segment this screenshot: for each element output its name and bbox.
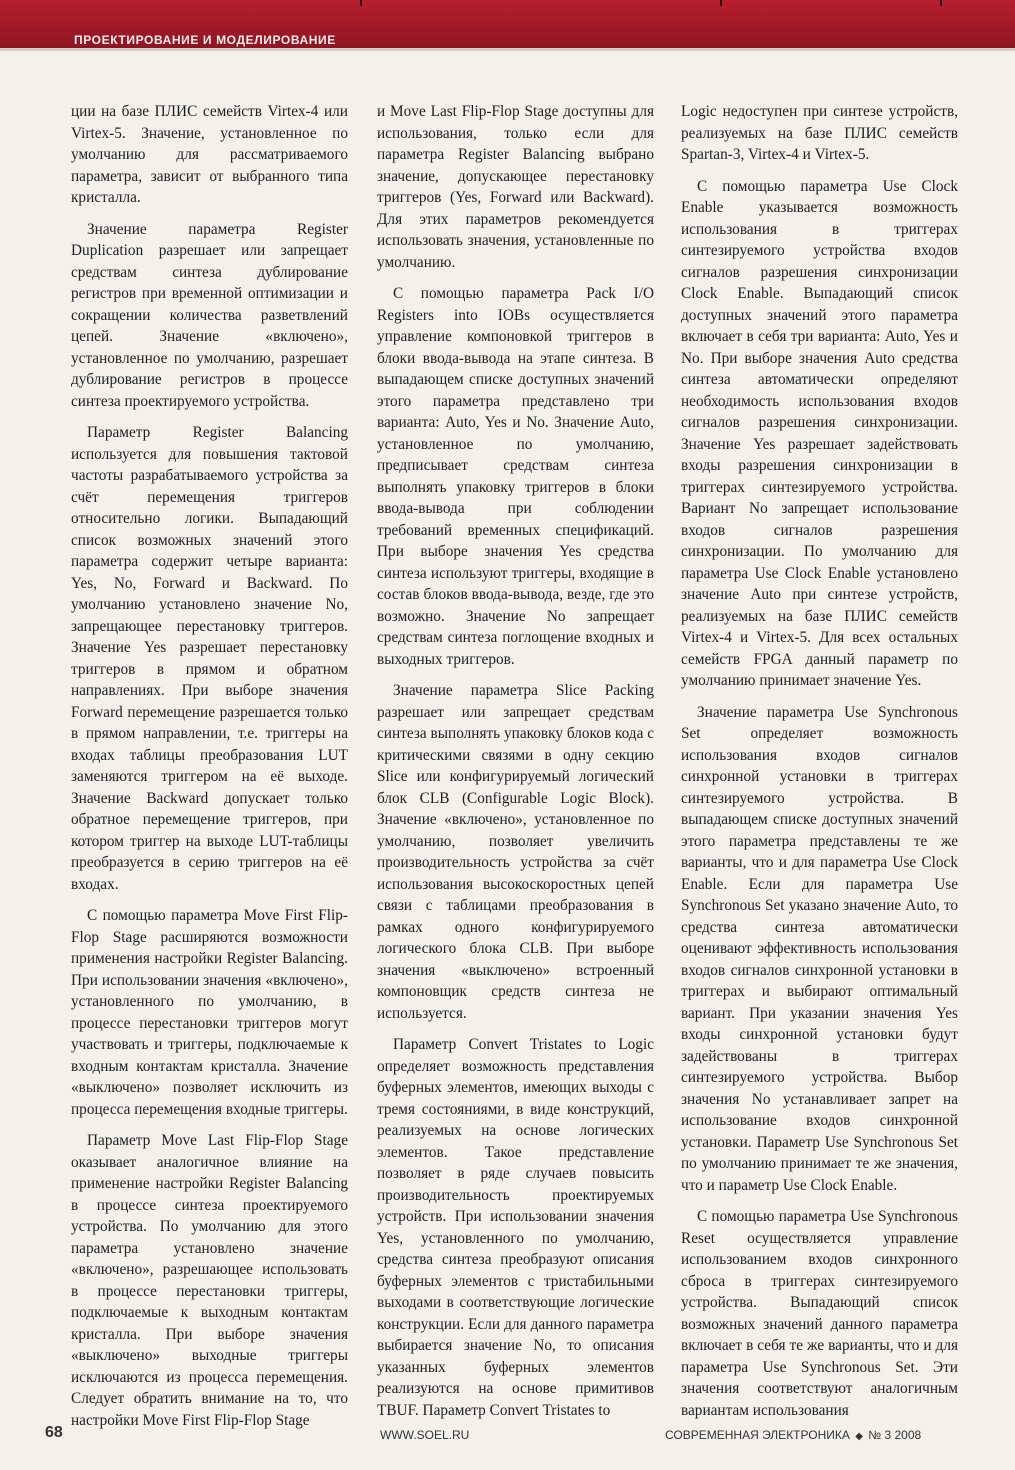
magazine-title: СОВРЕМЕННАЯ ЭЛЕКТРОНИКА bbox=[665, 1428, 850, 1442]
issue-year: 2008 bbox=[894, 1428, 922, 1442]
paragraph: С помощью параметра Move First Flip-Flop Stage расширяются возможности применения настройки Register Balancing. При использовании значения «включено», установленного по умолчанию, в процессе перестановки триггеров могут участвовать и триггеры, подключаемые к входным контактам кристалла. Значение «выключено» позволяет исключить из процесса перемещения входные триггеры. bbox=[71, 907, 348, 1118]
magazine-info bbox=[665, 1428, 921, 1442]
issue-number: № 3 bbox=[868, 1428, 892, 1442]
registration-mark bbox=[720, 0, 722, 6]
paragraph: С помощью параметра Use Synchronous Reset осуществляется управление использованием входов синхронного сброса в триггерах синтезируемого устройства. Выпадающий список возможных значений данного параметра включает в себя те же варианты, что и для параметра Use Synchronous Set. Эти значения соответствуют аналогичным вариантам использования bbox=[681, 1208, 958, 1419]
paragraph: и Move Last Flip-Flop Stage доступны для использования, только если для параметра Register Balancing выбрано значение, допускающее перестановку триггеров (Yes, Forward или Backward). Для этих параметров рекомендуется использовать значения, установленные по умолчанию. bbox=[377, 103, 654, 271]
paragraph: Параметр Convert Tristates to Logic определяет возможность представления буферных элементов, имеющих выходы с тремя состояниями, в виде конструкций, реализуемых на основе логических элементов. Такое представление позволяет в ряде случаев повысить производительность проектируемых устройств. При использовании значения Yes, установленного по умолчанию, средства синтеза преобразуют описания буферных элементов с тристабильными выходами в соответствующие логические конструкции. Если для данного параметра выбирается значение No, то описания указанных буферных элементов реализуются на основе примитивов TBUF. Параметр Convert Tristates to bbox=[377, 1036, 654, 1419]
text-column-2 bbox=[377, 101, 654, 1431]
page-footer bbox=[0, 1424, 1015, 1448]
website-link[interactable]: WWW.SOEL.RU bbox=[380, 1428, 470, 1442]
paragraph: С помощью параметра Pack I/O Registers into IOBs осуществляется управление компоновкой триггеров в блоки ввода-вывода на этапе синтеза. В выпадающем списке доступных значений этого параметра представлено три варианта: Auto, Yes и No. Значение Auto, установленное по умолчанию, предписывает средствам синтеза выполнять упаковку триггеров в блоки ввода-вывода при соблюдении требований временных спецификаций. При выборе значения Yes средства синтеза используют триггеры, входящие в состав блоков ввода-вывода, везде, где это возможно. Значение No запрещает средствам синтеза поглощение входных и выходных триггеров. bbox=[377, 285, 654, 668]
paragraph: Значение параметра Register Duplication разрешает или запрещает средствам синтеза дублирование регистров при временной оптимизации и сокращении количества разветвлений цепей. Значение «включено», установленное по умолчанию, разрешает дублирование регистров в процессе синтеза проектируемого устройства. bbox=[71, 220, 348, 410]
paragraph: Значение параметра Use Synchronous Set определяет возможность использования входов сигналов синхронной установки в триггерах синтезируемого устройства. В выпадающем списке доступных значений этого параметра представлены те же варианты, что и для параметра Use Clock Enable. Если для параметра Use Synchronous Set указано значение Auto, то средства синтеза автоматически оценивают эффективность использования входов сигналов синхронной установки в триггерах и выбирают оптимальный вариант. При указании значения Yes входы синхронной установки будут задействованы в триггерах синтезируемого устройства. Выбор значения No устанавливает запрет на использование входов синхронной установки. Параметр Use Synchronous Set по умолчанию принимает те же значения, что и параметр Use Clock Enable. bbox=[681, 703, 958, 1194]
paragraph: Параметр Register Balancing используется для повышения тактовой частоты разрабатываемого устройства за счёт перемещения триггеров относительно логики. Выпадающий список возможных значений этого параметра содержит четыре варианта: Yes, No, Forward и Backward. По умолчанию установлено значение No, запрещающее перестановку триггеров. Значение Yes разрешает перестановку триггеров в прямом и обратном направлениях. При выборе значения Forward перемещение разрешается только в прямом направлении, т.е. триггеры на входах таблицы преобразования LUT заменяются триггером на её выходе. Значение Backward допускает только обратное перемещение триггеров, при котором триггер на выходе LUT-таблицы преобразуется в серию триггеров на её входах. bbox=[71, 424, 348, 893]
paragraph: Значение параметра Slice Packing разрешает или запрещает средствам синтеза выполнять упаковку блоков кода с критическими связями в одну секцию Slice или конфигурируемый логический блок CLB (Configurable Logic Block). Значение «включено», установленное по умолчанию, позволяет увеличить производительность устройства за счёт использования высокоскоростных цепей связи с таблицами преобразования в рамках одного конфигурируемого логического блока CLB. При выборе значения «выключено» встроенный компоновщик средств синтеза не используется. bbox=[377, 682, 654, 1022]
paragraph: Параметр Move Last Flip-Flop Stage оказывает аналогичное влияние на применение настройки Register Balancing в процессе синтеза проектируемого устройства. По умолчанию для этого параметра установлено значение «включено», разрешающее использовать в процессе перестановки триггеры, подключаемые к выходным контактам кристалла. При выборе значения «выключено» выходные триггеры исключаются из процесса перемещения. Следует обратить внимание на то, что настройки Move First Flip-Flop Stage bbox=[71, 1132, 348, 1429]
registration-mark bbox=[940, 0, 942, 6]
paragraph: С помощью параметра Use Clock Enable указывается возможность использования в триггерах синтезируемого устройства входов сигналов разрешения синхронизации Clock Enable. Выпадающий список доступных значений этого параметра включает в себя три варианта: Auto, Yes и No. При выборе значения Auto средства синтеза автоматически определяют необходимость использования входов сигналов разрешения синхронизации. Значение Yes разрешает задействовать входы разрешения синхронизации в триггерах синтезируемого устройства. Вариант No запрещает использование входов сигналов разрешения синхронизации. По умолчанию для параметра Use Clock Enable установлено значение Auto при синтезе устройств, реализуемых на базе ПЛИС семейств Virtex-4 и Virtex-5. Для всех остальных семейств FPGA данный параметр по умолчанию принимает значение Yes. bbox=[681, 177, 958, 689]
paragraph: Logic недоступен при синтезе устройств, реализуемых на базе ПЛИС семейств Spartan-3, Virtex-4 и Virtex-5. bbox=[681, 103, 958, 163]
page-number: 68 bbox=[45, 1424, 63, 1441]
registration-mark bbox=[360, 0, 362, 6]
text-column-3 bbox=[681, 101, 958, 1431]
text-column-1 bbox=[71, 101, 348, 1441]
section-title: ПРОЕКТИРОВАНИЕ И МОДЕЛИРОВАНИЕ bbox=[74, 33, 336, 47]
diamond-icon: ◆ bbox=[855, 1431, 863, 1442]
paragraph: ции на базе ПЛИС семейств Virtex-4 или Virtex-5. Значение, установленное по умолчанию для рассматриваемого параметра, зависит от выбранного типа кристалла. bbox=[71, 103, 348, 206]
